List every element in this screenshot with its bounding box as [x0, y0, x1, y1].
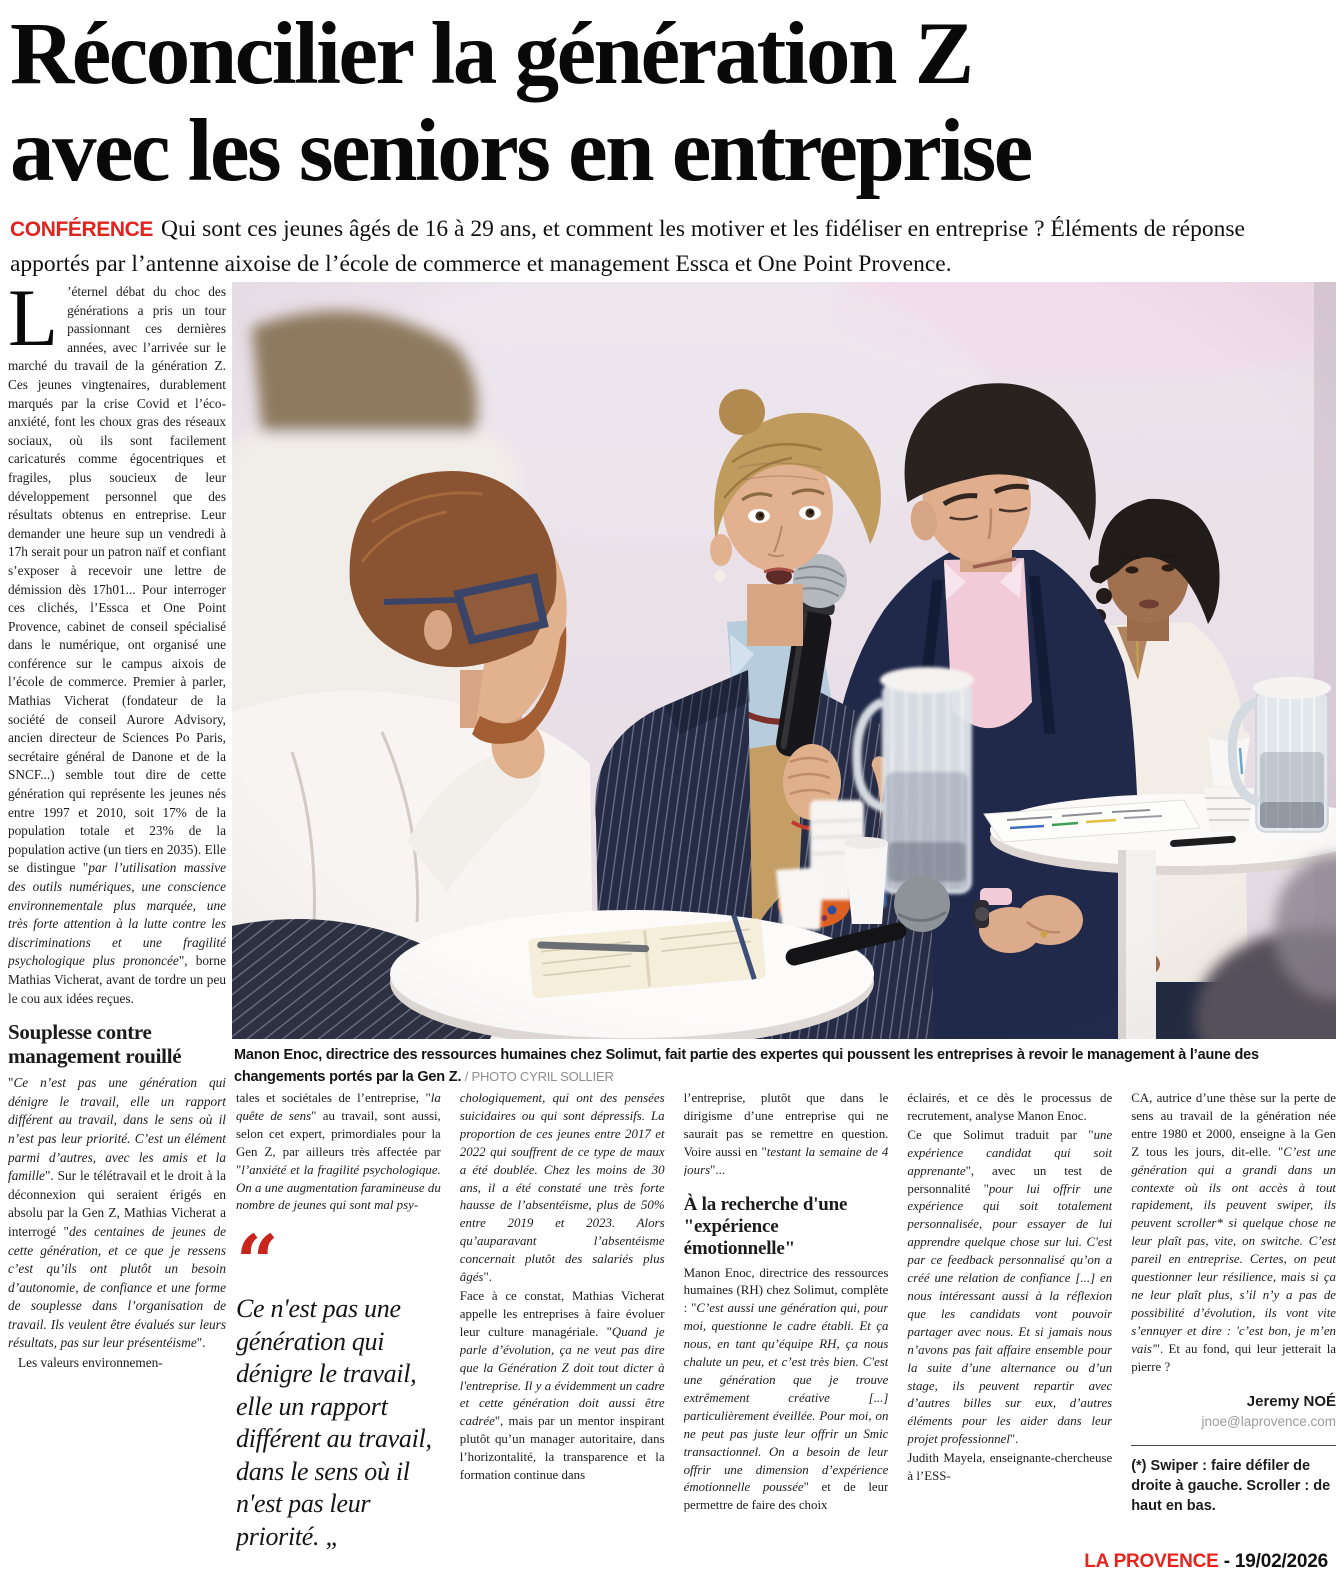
edition-date: - 19/02/2026 [1218, 1551, 1328, 1572]
standfirst-text: Qui sont ces jeunes âgés de 16 à 29 ans, et comment les motiver et les fidéliser en entreprise ? Éléments de réponse apportés par l’antenne aixoise de l’école de commerce et management Essca et One Point Provence. [10, 216, 1245, 277]
column-1 [236, 1090, 441, 1587]
byline-author: Jeremy NOÉ [1246, 1392, 1336, 1410]
section-kicker: CONFÉRENCE [10, 218, 154, 241]
footnote: (*) Swiper : faire défiler de droite à gauche. Scroller : de haut en bas. [1131, 1458, 1331, 1515]
photo-caption-text: Manon Enoc, directrice des ressources humaines chez Solimut, fait partie des expertes qui poussent les entreprises à revoir le management à l’aune des changements portés par la Gen Z. [234, 1047, 1259, 1085]
standfirst [10, 212, 1326, 281]
paragraph: l’entreprise, plutôt que dans le dirigisme d’une entreprise qui ne saurait pas se remettre en question. Voire aussi en "testant la semaine de 4 jours"... [683, 1091, 889, 1177]
quote-mark-icon: “ [236, 1220, 275, 1307]
headline-line-1: Réconcilier la génération Z [10, 5, 972, 103]
article-body-columns [236, 1090, 1336, 1587]
brand-name: LA PROVENCE [1084, 1551, 1219, 1572]
pull-quote-text: Ce n'est pas une génération qui dénigre le travail, elle un rapport différent au travail, dans le sens où il n'est pas leur priorité. „ [236, 1294, 432, 1551]
column-5 [1131, 1090, 1336, 1587]
paragraph: Manon Enoc, directrice des ressources humaines (RH) chez Solimut, complète : "C’est aussi une génération qui, pour moi, questionne le cadre établi. Et ça nous, en tant qu’équipe RH, ça nous chalute un peu, et c’est très bien. C'est une génération que je trouve extrêmement créative [...] particulièrement éveillée. Pour moi, on ne peut pas juste leur offrir un Smic transactionnel. On a besoin de leur offrir une dimension d’expérience émotionnelle poussée" et de leur permettre de faire des choix [683, 1265, 889, 1513]
paragraph: Les valeurs environnemen- [18, 1355, 163, 1371]
paragraph: Judith Mayela, enseignante-chercheuse à l’ESS- [907, 1451, 1113, 1484]
column-3 [684, 1090, 889, 1587]
column-4 [907, 1090, 1112, 1587]
article-lead-column [8, 283, 226, 1583]
photo-caption [234, 1044, 1332, 1088]
footnote-divider [1131, 1445, 1336, 1446]
newspaper-footer [1084, 1551, 1328, 1573]
paragraph: ’éternel débat du choc des générations a pris un tour passionnant ces dernières années, avec l’arrivée sur le marché du travail de la génération Z. Ces jeunes vingtenaires, durablement marqués par la crise Covid et l’éco-anxiété, font les choux gras des réseaux sociaux, où ils sont facilement caricaturés comme égocentriques et fragiles, plus soucieux de leur développement personnel que des résultats obtenus en entreprise. Leur demander une heure sup un vendredi à 17h serait pour un patron naïf et confiant s’exposer à recevoir une lettre de démission dès 17h01... Pour interroger ces clichés, l’Essca et One Point Provence, cabinet de conseil spécialisé dans le numérique, ont organisé une conférence sur le campus aixois de l’école de commerce. Premier à parler, Mathias Vicherat (fondateur de la société de conseil Aurore Advisory, ancien directeur de Sciences Po Paris, secrétaire général de Danone et de la SNCF...) semble tout dire de cette génération qui représente les jeunes nés entre 1997 et 2010, soit 17% de la population totale et 23% de la population active (un tiers en 2035). Elle se distingue "par l’utilisation massive des outils numériques, une conscience environnementale plus marquée, une très forte attention à la lutte contre les discriminations et une fragilité psychologique plus prononcée", borne Mathias Vicherat, avant de tordre un peu le cou aux idées reçues. [8, 284, 226, 1006]
paragraph: éclairés, et ce dès le processus de recrutement, analyse Manon Enoc. [907, 1091, 1113, 1123]
paragraph: chologiquement, qui ont des pensées suicidaires ou qui sont dépressifs. La proportion de ces jeunes entre 2017 et 2022 qui souffrent de ce type de maux a été doublée. Chez les moins de 30 ans, il a été constaté une très forte hausse de l’absentéisme, plus de 50% entre 2019 et 2023. Alors qu’auparavant l’absentéisme concernait plutôt des salariés plus âgés". [459, 1091, 665, 1285]
paragraph: Ce que Solimut traduit par "une expérience candidat qui soit apprenante", avec un test de personnalité "pour lui offrir une expérience qui soit totalement personnalisée, pour essayer de lui apprendre quelque chose sur lui. C'est par ce feedback personnalisé qu’on a créé une relation de confiance [...] en nous intéressant aussi à la réflexion que les candidats vont pouvoir partager avec nous. Et si jamais nous n’avons pas fait affaire ensemble pour la suite d’une alternance ou d’un stage, ils peuvent repartir avec d’autres billes sur eux, d’autres éléments pour les aider dans leur projet professionnel". [907, 1127, 1113, 1447]
article-photo [232, 282, 1336, 1039]
paragraph: Face à ce constat, Mathias Vicherat appelle les entreprises à faire évoluer leur culture managériale. "Quand je parle d’évolution, ça ne veut pas dire que la Génération Z doit tout dicter à l'entreprise. Il y a évidemment un cadre et cette génération doit aussi être cadrée", mais par un mentor inspirant plutôt qu’un manager autoritaire, dans l’horizontalité, la transparence et la formation continue dans [459, 1288, 665, 1483]
paragraph: "Ce n’est pas une génération qui dénigre le travail, elle un rapport différent au travail, dans le sens où il n’est pas leur priorité. C’est un élément parmi d’autres, avec les amis et la famille". Sur le télétravail et le droit à la déconnexion qui seraient érigés en absolu par la Gen Z, Mathias Vicherat a interrogé "des centaines de jeunes de cette génération, et ce que je ressens c’est qu’ils ont plutôt un besoin d’autonomie, de confiance et une forme de souplesse dans l’organisation de travail. Ils veulent être évalués sur leurs résultats, pas sur leur présentéisme". [8, 1075, 226, 1351]
pull-quote [236, 1220, 441, 1553]
section-subhead: Souplesse contre management rouillé [8, 1020, 182, 1069]
photo-credit: / PHOTO CYRIL SOLLIER [461, 1069, 614, 1084]
paragraph: tales et sociétales de l’entreprise, "la quête de sens" au travail, sont aussi, selon cet expert, primordiales pour la Gen Z, par ailleurs très affectée par "l’anxiété et la fragilité psychologique. On a une augmentation faramineuse du nombre de jeunes qui sont mal psy- [236, 1091, 441, 1213]
headline-line-2: avec les seniors en entreprise [10, 102, 1031, 200]
panel-discussion-illustration [232, 282, 1336, 1039]
paragraph: CA, autrice d’une thèse sur la perte de sens au travail de la génération née entre 1980 et 2000, enseigne à la Gen Z tous les jours, dit-elle. "C’est une génération qui a grandi dans un contexte où ils ont accès à tout rapidement, ils peuvent swiper, ils peuvent scroller* si quelque chose ne leur plaît pas, vite, on switche. C’est pareil en entreprise. Certes, on peut questionner leur résilience, mais si ça ne leur plaît plus, s’il n’y a pas de possibilité d’évolution, ils vont vite s’ennuyer et dire : 'c’est bon, je m’en vais'". Et au fond, qui leur jetterait la pierre ? [1131, 1091, 1336, 1374]
section-subhead: À la recherche d'une "expérience émotionnelle" [683, 1193, 848, 1259]
drop-cap: L [8, 283, 59, 363]
byline-email: jnoe@laprovence.com [1201, 1414, 1336, 1430]
headline [0, 0, 1336, 200]
column-2 [460, 1090, 665, 1587]
